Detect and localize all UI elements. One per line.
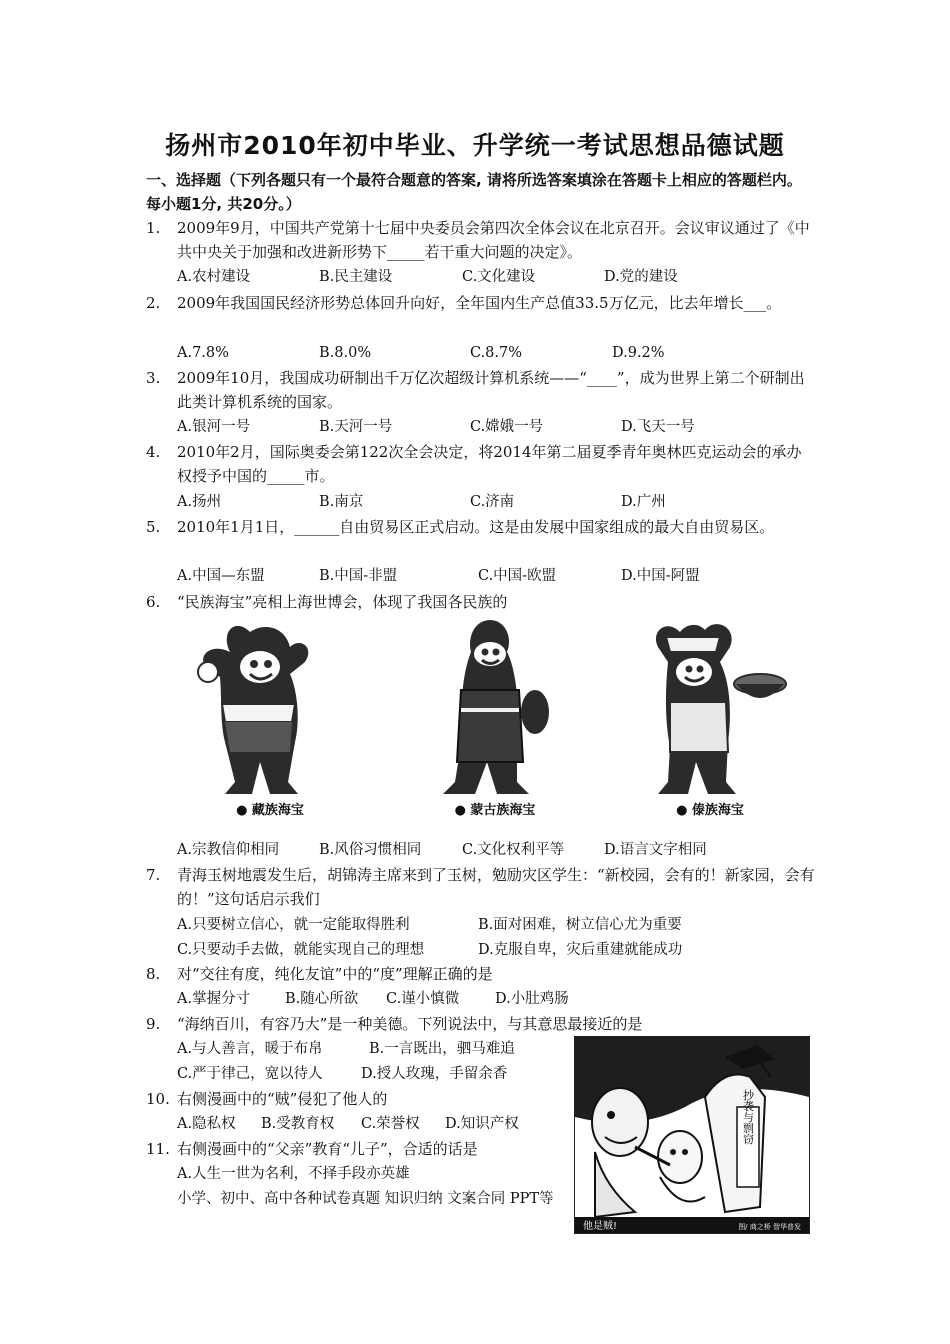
option-b[interactable]: B.面对困难，树立信心尤为重要 <box>478 917 682 933</box>
section-heading: 一、选择题（下列各题只有一个最符合题意的答案, 请将所选答案填涂在答题卡上相应的答题栏内。每小题1分, 共20分。） <box>146 171 802 213</box>
option-d[interactable]: D.党的建设 <box>604 269 678 285</box>
question-text: 2009年9月，中国共产党第十七届中央委员会第四次全体会议在北京召开。会议审议通过了《中共中央关于加强和改进新形势下_____若干重大问题的决定》。 <box>177 219 810 261</box>
question-number: 8. <box>146 965 161 983</box>
mascot-caption: ● 蒙古族海宝 <box>454 803 536 818</box>
question-number: 10. <box>146 1090 170 1108</box>
question-number: 6. <box>146 593 161 611</box>
option-c[interactable]: C.文化权利平等 <box>462 842 565 858</box>
question-9 <box>146 1012 816 1036</box>
option-d[interactable]: D.飞天一号 <box>621 419 695 435</box>
option-d[interactable]: D.小肚鸡肠 <box>495 991 569 1007</box>
question-number: 3. <box>146 369 161 387</box>
question-text: 右侧漫画中的“贼”侵犯了他人的 <box>177 1090 388 1108</box>
question-number: 7. <box>146 866 161 884</box>
question-6 <box>146 590 816 614</box>
option-d[interactable]: D.广州 <box>621 494 666 510</box>
option-d[interactable]: D.9.2% <box>612 345 665 361</box>
option-c[interactable]: C.8.7% <box>470 345 523 361</box>
dai-haibao-illustration <box>620 612 800 802</box>
option-a[interactable]: A.扬州 <box>177 494 222 510</box>
option-d[interactable]: D.中国-阿盟 <box>621 568 700 584</box>
question-10 <box>146 1087 566 1111</box>
cartoon-comic <box>574 1036 810 1234</box>
option-c[interactable]: C.嫦娥一号 <box>470 419 544 435</box>
question-2 <box>146 291 816 315</box>
footer-text: 小学、初中、高中各种试卷真题 知识归纳 文案合同 PPT等 <box>177 1191 554 1207</box>
option-a[interactable]: A.人生一世为名利，不择手段亦英雄 <box>177 1166 410 1182</box>
option-c[interactable]: C.中国-欧盟 <box>478 568 557 584</box>
option-d[interactable]: D.知识产权 <box>445 1116 519 1132</box>
option-c[interactable]: C.文化建设 <box>462 269 536 285</box>
option-a[interactable]: A.银河一号 <box>177 419 251 435</box>
option-b[interactable]: B.8.0% <box>319 345 372 361</box>
option-d[interactable]: D.授人玫瑰，手留余香 <box>361 1066 508 1082</box>
option-b[interactable]: B.中国-非盟 <box>319 568 398 584</box>
option-a[interactable]: A.隐私权 <box>177 1116 236 1132</box>
option-c[interactable]: C.只要动手去做，就能实现自己的理想 <box>177 942 425 958</box>
question-1 <box>146 216 816 264</box>
mongolian-haibao-illustration <box>405 612 585 802</box>
option-c[interactable]: C.济南 <box>470 494 515 510</box>
option-a[interactable]: A.农村建设 <box>177 269 251 285</box>
question-8 <box>146 962 816 986</box>
mascot-caption: ● 傣族海宝 <box>676 803 744 818</box>
question-3 <box>146 366 816 414</box>
comic-caption-left: 他是贼! <box>583 1221 618 1232</box>
question-text: 2009年我国国民经济形势总体回升向好，全年国内生产总值33.5万亿元，比去年增长___。 <box>177 294 782 312</box>
comic-illustration <box>575 1037 809 1233</box>
question-4 <box>146 440 816 488</box>
option-b[interactable]: B.民主建设 <box>319 269 393 285</box>
question-number: 4. <box>146 443 161 461</box>
option-b[interactable]: B.随心所欲 <box>285 991 359 1007</box>
mascot-caption: ● 藏族海宝 <box>236 803 304 818</box>
question-7 <box>146 863 816 911</box>
question-number: 1. <box>146 219 161 237</box>
question-text: “海纳百川，有容乃大”是一种美德。下列说法中，与其意思最接近的是 <box>177 1015 643 1033</box>
question-number: 5. <box>146 518 161 536</box>
question-number: 2. <box>146 294 161 312</box>
question-number: 9. <box>146 1015 161 1033</box>
mascot-mongolian <box>405 612 585 822</box>
option-a[interactable]: A.只要树立信心，就一定能取得胜利 <box>177 917 410 933</box>
question-text: 青海玉树地震发生后，胡锦涛主席来到了玉树，勉励灾区学生：“新校园，会有的！新家园，会有的！”这句话启示我们 <box>177 866 815 908</box>
question-text: 2010年2月，国际奥委会第122次全会决定，将2014年第二届夏季青年奥林匹克运动会的承办权授予中国的_____市。 <box>177 443 802 485</box>
question-text: 2009年10月，我国成功研制出千万亿次超级计算机系统——“____”，成为世界上第二个研制出此类计算机系统的国家。 <box>177 369 805 411</box>
comic-caption-right: 图/ 商之桥 智华普发 <box>738 1223 801 1231</box>
comic-scroll-text: 抄袭与剽窃 <box>741 1089 755 1145</box>
option-a[interactable]: A.与人善言，暖于布帛 <box>177 1041 323 1057</box>
option-b[interactable]: B.南京 <box>319 494 364 510</box>
question-text: “民族海宝”亮相上海世博会，体现了我国各民族的 <box>177 593 508 611</box>
question-11 <box>146 1137 566 1161</box>
question-text: 2010年1月1日，______自由贸易区正式启动。这是由发展中国家组成的最大自由贸易区。 <box>177 518 775 536</box>
option-a[interactable]: A.掌握分寸 <box>177 991 251 1007</box>
option-a[interactable]: A.中国—东盟 <box>177 568 265 584</box>
mascot-dai <box>620 612 800 822</box>
question-text: 对“交往有度，纯化友谊”中的“度”理解正确的是 <box>177 965 493 983</box>
page-title: 扬州市2010年初中毕业、升学统一考试思想品德试题 <box>165 131 785 160</box>
option-b[interactable]: B.天河一号 <box>319 419 393 435</box>
option-b[interactable]: B.风俗习惯相同 <box>319 842 422 858</box>
question-5 <box>146 515 816 539</box>
option-c[interactable]: C.谨小慎微 <box>386 991 460 1007</box>
option-d[interactable]: D.语言文字相同 <box>604 842 707 858</box>
option-c[interactable]: C.严于律己，宽以待人 <box>177 1066 323 1082</box>
option-b[interactable]: B.受教育权 <box>261 1116 335 1132</box>
mascot-figures <box>180 612 800 822</box>
question-text: 右侧漫画中的“父亲”教育“儿子”，合适的话是 <box>177 1140 478 1158</box>
option-a[interactable]: A.宗教信仰相同 <box>177 842 280 858</box>
option-c[interactable]: C.荣誉权 <box>361 1116 420 1132</box>
option-b[interactable]: B.一言既出，驷马难追 <box>369 1041 515 1057</box>
mascot-tibetan <box>180 612 360 822</box>
question-number: 11. <box>146 1140 170 1158</box>
tibetan-haibao-illustration <box>180 612 360 802</box>
option-d[interactable]: D.克服自卑，灾后重建就能成功 <box>478 942 683 958</box>
option-a[interactable]: A.7.8% <box>177 345 229 361</box>
